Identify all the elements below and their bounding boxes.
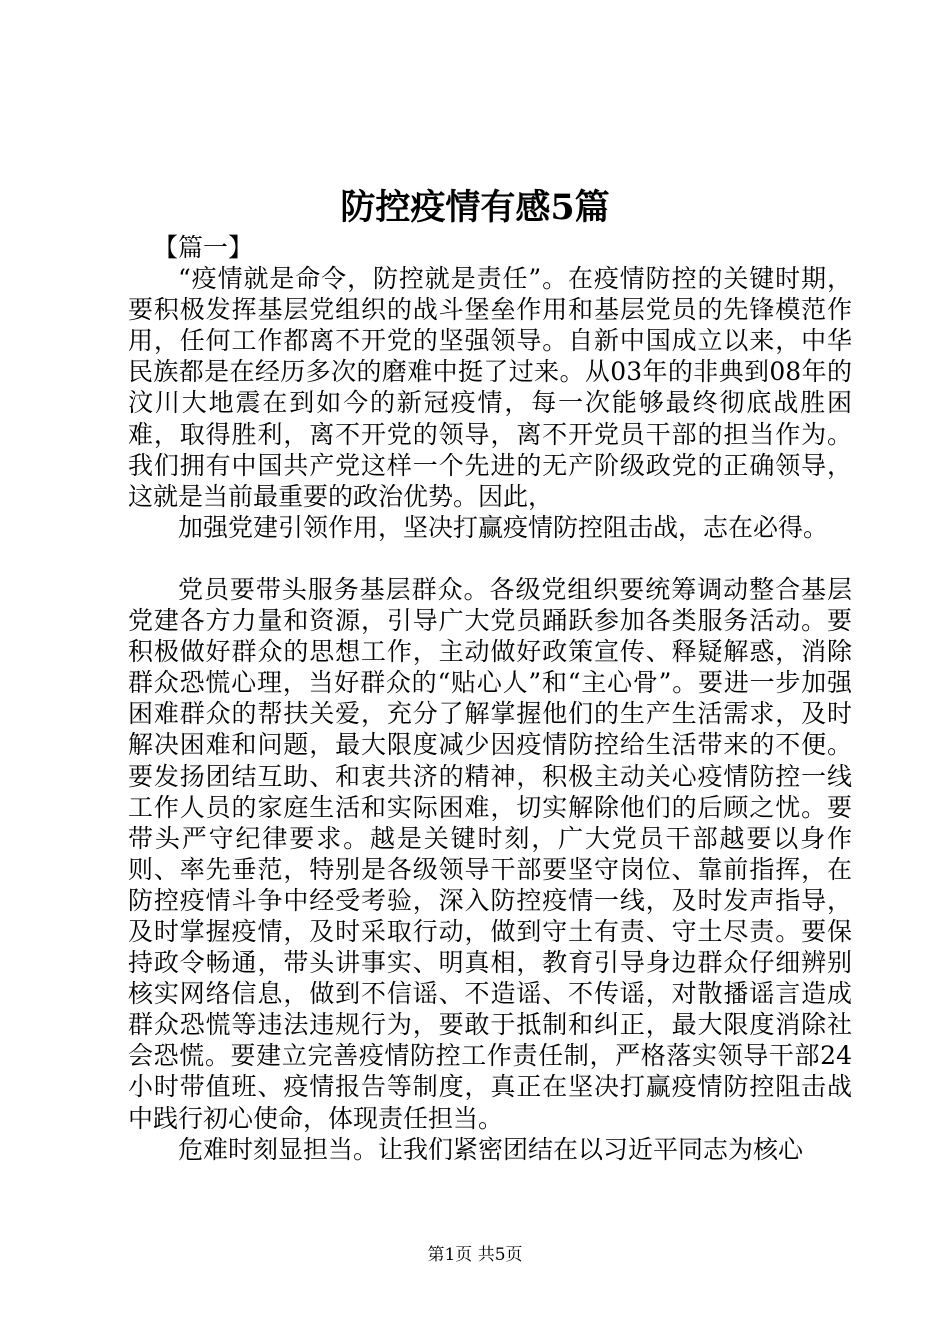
document-body	[128, 232, 852, 1165]
document-title: 防控疫情有感5篇	[340, 187, 610, 228]
section-heading: 【篇一】	[153, 233, 254, 262]
paragraph-spacer	[128, 543, 852, 574]
paragraph-1: “疫情就是命令，防控就是责任”。在疫情防控的关键时期，要积极发挥基层党组织的战斗堡垒作用和基层党员的先锋模范作用，任何工作都离不开党的坚强领导。自新中国成立以来，中华民族都是在经历多次的磨难中挺了过来。从03年的非典到08年的汶川大地震在到如今的新冠疫情，每一次能够最终彻底战胜困难，取得胜利，离不开党的领导，离不开党员干部的担当作为。我们拥有中国共产党这样一个先进的无产阶级政党的正确领导，这就是当前最重要的政治优势。因此，	[128, 264, 852, 511]
paragraph-4: 危难时刻显担当。让我们紧密团结在以习近平同志为核心	[178, 1134, 804, 1164]
paragraph-2: 加强党建引领作用，坚决打赢疫情防控阻击战，志在必得。	[178, 512, 829, 542]
page-footer: 第1页 共5页	[427, 1245, 523, 1265]
paragraph-3: 党员要带头服务基层群众。各级党组织要统筹调动整合基层党建各方力量和资源，引导广大党员踊跃参加各类服务活动。要积极做好群众的思想工作，主动做好政策宣传、释疑解惑，消除群众恐慌心理，当好群众的“贴心人”和“主心骨”。要进一步加强困难群众的帮扶关爱，充分了解掌握他们的生产生活需求，及时解决困难和问题，最大限度减少因疫情防控给生活带来的不便。要发扬团结互助、和衷共济的精神，积极主动关心疫情防控一线工作人员的家庭生活和实际困难，切实解除他们的后顾之忧。要带头严守纪律要求。越是关键时刻，广大党员干部越要以身作则、率先垂范，特别是各级领导干部要坚守岗位、靠前指挥，在防控疫情斗争中经受考验，深入防控疫情一线，及时发声指导，及时掌握疫情，及时采取行动，做到守土有责、守土尽责。要保持政令畅通，带头讲事实、明真相，教育引导身边群众仔细辨别核实网络信息，做到不信谣、不造谣、不传谣，对散播谣言造成群众恐慌等违法违规行为，要敢于抵制和纠正，最大限度消除社会恐慌。要建立完善疫情防控工作责任制，严格落实领导干部24小时带值班、疫情报告等制度，真正在坚决打赢疫情防控阻击战中践行初心使命，体现责任担当。	[128, 574, 852, 1133]
